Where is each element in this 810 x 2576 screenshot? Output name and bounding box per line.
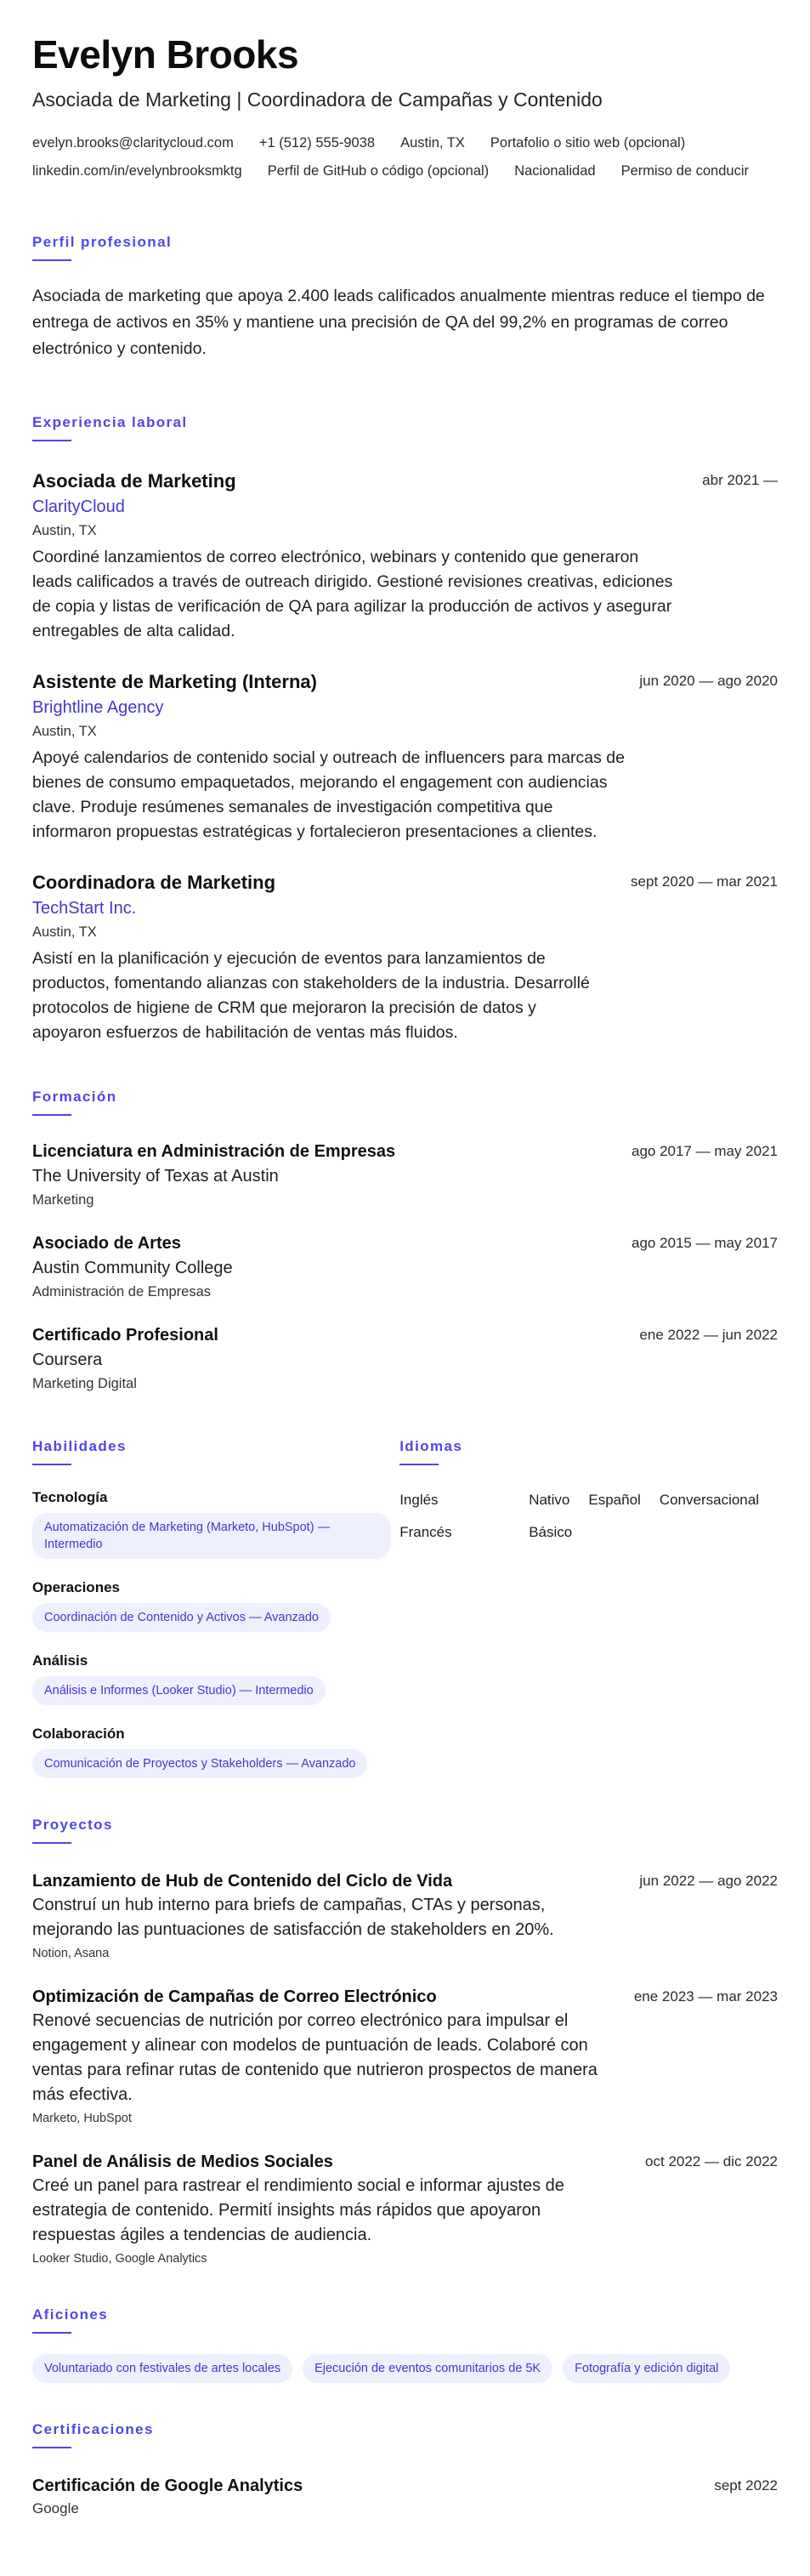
skill-pill: Automatización de Marketing (Marketo, HubSpot) — Intermedio bbox=[32, 1513, 391, 1559]
certification-name: Certificación de Google Analytics bbox=[32, 2476, 303, 2495]
contact-driving-license: Permiso de conducir bbox=[620, 163, 749, 179]
section-divider bbox=[32, 259, 71, 261]
summary-text: Asociada de marketing que apoya 2.400 leads calificados anualmente mientras reduce el tiempo de entrega de activos en 35% y mantiene una precisión de QA del 99,2% en programas de correo electrónico y contenido. bbox=[32, 287, 765, 358]
languages-section bbox=[399, 1437, 778, 1778]
skills-heading: Habilidades bbox=[32, 1438, 127, 1454]
project-title: Panel de Análisis de Medios Sociales bbox=[32, 2152, 333, 2171]
school-name: Coursera bbox=[32, 1351, 103, 1369]
job-location: Austin, TX bbox=[32, 924, 97, 940]
section-divider bbox=[399, 1464, 439, 1465]
skill-category: Colaboración bbox=[32, 1726, 125, 1742]
education-dates: ene 2022 — jun 2022 bbox=[639, 1327, 778, 1343]
degree-title: Asociado de Artes bbox=[32, 1234, 181, 1253]
project-dates: oct 2022 — dic 2022 bbox=[645, 2153, 778, 2169]
skill-pill: Análisis e Informes (Looker Studio) — Intermedio bbox=[32, 1676, 326, 1705]
candidate-name: Evelyn Brooks bbox=[32, 32, 299, 77]
language-level: Conversacional bbox=[659, 1492, 759, 1508]
contact-location: Austin, TX bbox=[400, 135, 465, 151]
experience-heading: Experiencia laboral bbox=[32, 414, 188, 430]
skill-group bbox=[32, 1724, 399, 1778]
skill-group bbox=[32, 1487, 399, 1559]
section-divider bbox=[32, 1464, 71, 1465]
project-entry bbox=[32, 2150, 778, 2268]
hobbies-section bbox=[32, 2306, 778, 2383]
certification-issuer: Google bbox=[32, 2500, 79, 2516]
projects-heading: Proyectos bbox=[32, 1817, 113, 1833]
job-entry bbox=[32, 469, 778, 644]
contact-github[interactable]: Perfil de GitHub o código (opcional) bbox=[267, 163, 490, 179]
certification-date: sept 2022 bbox=[714, 2477, 778, 2494]
language-level: Español bbox=[588, 1492, 641, 1508]
language-row bbox=[399, 1521, 778, 1544]
job-company: TechStart Inc. bbox=[32, 899, 137, 918]
language-row bbox=[399, 1489, 778, 1511]
skills-section bbox=[32, 1437, 399, 1778]
section-divider bbox=[32, 1842, 71, 1844]
hobby-pill: Ejecución de eventos comunitarios de 5K bbox=[303, 2354, 552, 2383]
summary-section bbox=[32, 233, 778, 362]
job-company: ClarityCloud bbox=[32, 498, 125, 516]
job-title: Asociada de Marketing bbox=[32, 470, 236, 492]
contact-email[interactable]: evelyn.brooks@claritycloud.com bbox=[32, 135, 234, 151]
contact-linkedin[interactable]: linkedin.com/in/evelynbrooksmktg bbox=[32, 163, 242, 179]
language-name: Francés bbox=[399, 1524, 452, 1540]
job-title: Coordinadora de Marketing bbox=[32, 872, 276, 893]
skill-category: Análisis bbox=[32, 1652, 88, 1669]
hobby-pill: Fotografía y edición digital bbox=[563, 2354, 730, 2383]
field-of-study: Marketing Digital bbox=[32, 1376, 137, 1391]
hobby-pill: Voluntariado con festivales de artes locales bbox=[32, 2354, 292, 2383]
project-dates: jun 2022 — ago 2022 bbox=[639, 1873, 778, 1889]
job-title: Asistente de Marketing (Interna) bbox=[32, 671, 317, 692]
job-company: Brightline Agency bbox=[32, 698, 164, 717]
project-tools: Marketo, HubSpot bbox=[32, 2112, 132, 2125]
certifications-heading: Certificaciones bbox=[32, 2421, 154, 2437]
job-entry bbox=[32, 870, 778, 1045]
summary-heading: Perfil profesional bbox=[32, 234, 173, 250]
job-description: Apoyé calendarios de contenido social y outreach de influencers para marcas de bienes de consumo empaquetados, mejorando el engagement con audiencias clave. Produje resúmenes semanales de investigación competitiva que informaron propuestas estratégicas y fortalecieron presentaciones a clientes. bbox=[32, 748, 626, 841]
skill-category: Operaciones bbox=[32, 1579, 120, 1595]
language-level: Básico bbox=[529, 1524, 573, 1540]
project-title: Lanzamiento de Hub de Contenido del Ciclo de Vida bbox=[32, 1872, 453, 1891]
project-description: Creé un panel para rastrear el rendimiento social e informar ajustes de estrategia de contenido. Permití insights más rápidos que apoyaron respuestas ágiles a tendencias de audiencia. bbox=[32, 2176, 564, 2244]
project-dates: ene 2023 — mar 2023 bbox=[633, 1988, 778, 2005]
project-description: Construí un hub interno para briefs de campañas, CTAs y personas, mejorando las puntuaciones de satisfacción de stakeholders en 20%. bbox=[32, 1896, 554, 1939]
project-tools: Notion, Asana bbox=[32, 1947, 110, 1960]
section-divider bbox=[32, 2332, 71, 2334]
project-entry bbox=[32, 1985, 778, 2128]
language-name: Inglés bbox=[399, 1492, 439, 1508]
skill-category: Tecnología bbox=[32, 1489, 108, 1505]
section-divider bbox=[32, 440, 71, 441]
projects-section bbox=[32, 1816, 778, 2268]
hobby-list bbox=[32, 2354, 778, 2383]
education-section bbox=[32, 1088, 778, 1395]
skill-pill: Comunicación de Proyectos y Stakeholders — Avanzado bbox=[32, 1749, 367, 1778]
contact-phone[interactable]: +1 (512) 555-9038 bbox=[258, 135, 376, 151]
contact-nationality: Nacionalidad bbox=[514, 163, 596, 179]
certifications-section bbox=[32, 2420, 778, 2520]
project-title: Optimización de Campañas de Correo Electrónico bbox=[32, 1987, 437, 2006]
hobbies-heading: Aficiones bbox=[32, 2306, 109, 2323]
school-name: The University of Texas at Austin bbox=[32, 1167, 279, 1186]
skill-group bbox=[32, 1578, 399, 1632]
school-name: Austin Community College bbox=[32, 1259, 233, 1277]
contact-list bbox=[32, 129, 778, 185]
field-of-study: Administración de Empresas bbox=[32, 1284, 212, 1299]
skills-languages-row bbox=[32, 1437, 778, 1778]
project-entry bbox=[32, 1869, 778, 1963]
skill-pill: Coordinación de Contenido y Activos — Avanzado bbox=[32, 1603, 331, 1632]
job-location: Austin, TX bbox=[32, 724, 97, 739]
job-dates: abr 2021 — bbox=[702, 472, 778, 488]
degree-title: Licenciatura en Administración de Empresas bbox=[32, 1142, 396, 1161]
education-entry bbox=[32, 1323, 778, 1395]
job-description: Coordiné lanzamientos de correo electrónico, webinars y contenido que generaron leads calificados a través de outreach dirigido. Gestioné revisiones creativas, ediciones de copia y listas de verificación de QA para agilizar la producción de activos y asegurar entregables de alta calidad. bbox=[32, 548, 673, 640]
certification-entry bbox=[32, 2474, 778, 2520]
job-dates: jun 2020 — ago 2020 bbox=[639, 673, 778, 689]
section-divider bbox=[32, 2447, 71, 2448]
language-level: Nativo bbox=[529, 1492, 570, 1508]
job-entry bbox=[32, 669, 778, 844]
project-description: Renové secuencias de nutrición por correo electrónico para impulsar el engagement y alinear con modelos de puntuación de leads. Colaboré con ventas para refinar rutas de contenido que nutrieron prospectos de manera más efectiva. bbox=[32, 2011, 598, 2104]
job-dates: sept 2020 — mar 2021 bbox=[631, 873, 778, 890]
contact-portfolio[interactable]: Portafolio o sitio web (opcional) bbox=[490, 135, 686, 151]
candidate-headline: Asociada de Marketing | Coordinadora de Campañas y Contenido bbox=[32, 88, 603, 111]
section-divider bbox=[32, 1114, 71, 1116]
experience-section bbox=[32, 413, 778, 1045]
education-dates: ago 2017 — may 2021 bbox=[631, 1143, 778, 1159]
languages-heading: Idiomas bbox=[399, 1438, 463, 1454]
education-dates: ago 2015 — may 2017 bbox=[631, 1235, 778, 1251]
project-tools: Looker Studio, Google Analytics bbox=[32, 2252, 207, 2266]
field-of-study: Marketing bbox=[32, 1192, 94, 1208]
job-location: Austin, TX bbox=[32, 523, 97, 538]
degree-title: Certificado Profesional bbox=[32, 1326, 218, 1345]
skill-group bbox=[32, 1651, 399, 1705]
education-entry bbox=[32, 1231, 778, 1303]
education-heading: Formación bbox=[32, 1089, 117, 1105]
education-entry bbox=[32, 1140, 778, 1211]
language-list bbox=[399, 1489, 778, 1544]
job-description: Asistí en la planificación y ejecución de eventos para lanzamientos de productos, fomentando alianzas con stakeholders de la industria. Desarrollé protocolos de higiene de CRM que mejoraron la precisión de datos y apoyaron esfuerzos de habilitación de ventas más fluidos. bbox=[32, 949, 590, 1042]
